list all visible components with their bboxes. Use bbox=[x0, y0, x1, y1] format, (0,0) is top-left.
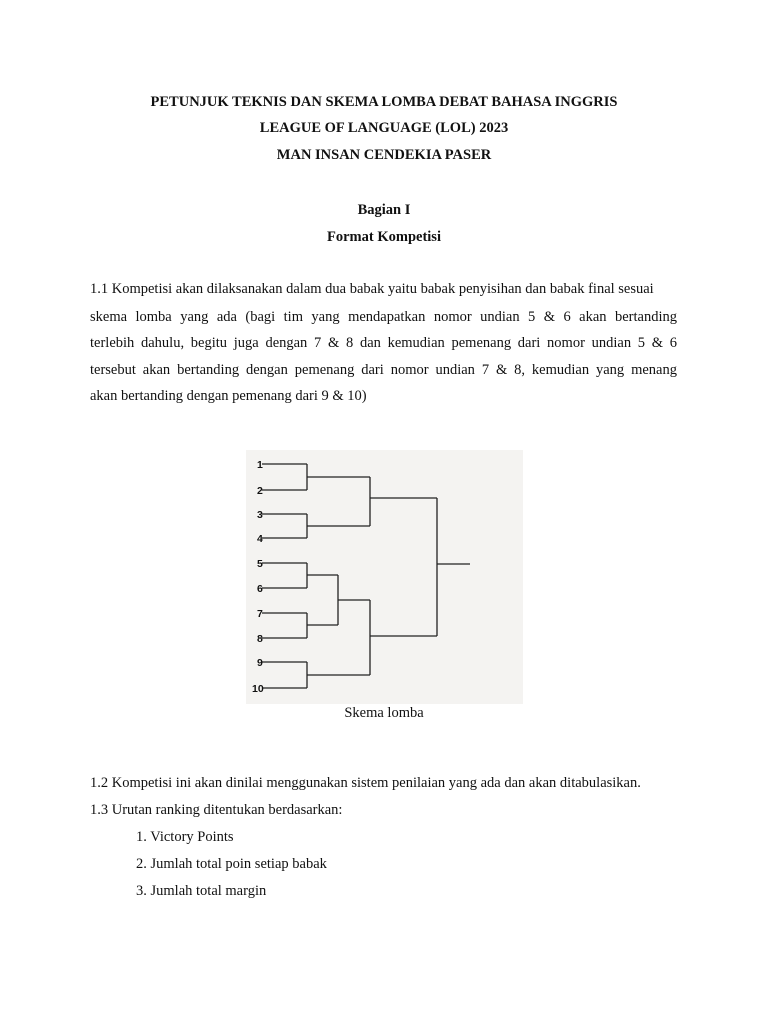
seed-label: 7 bbox=[257, 608, 263, 620]
bracket-svg bbox=[246, 450, 523, 704]
seed-label: 2 bbox=[257, 485, 263, 497]
bracket-lines bbox=[262, 464, 470, 688]
paragraph-line: 1.1 Kompetisi akan dilaksanakan dalam dua babak yaitu babak penyisihan dan babak final sesuai bbox=[90, 281, 654, 297]
seed-label: 1 bbox=[257, 459, 263, 471]
paragraph-line: skema lomba yang ada (bagi tim yang mendapatkan nomor undian 5 & 6 akan bertanding bbox=[90, 309, 677, 325]
seed-label: 9 bbox=[257, 657, 263, 669]
point-1-3: 1.3 Urutan ranking ditentukan berdasarkan: bbox=[90, 802, 343, 818]
seed-label: 5 bbox=[257, 558, 263, 570]
doc-title-line-3: MAN INSAN CENDEKIA PASER bbox=[276, 147, 492, 163]
paragraph-line: terlebih dahulu, begitu juga dengan 7 & 8 dan kemudian pemenang dari nomor undian 5 & 6 bbox=[90, 335, 677, 351]
seed-label: 10 bbox=[252, 683, 264, 695]
seed-label: 6 bbox=[257, 583, 263, 595]
point-1-2: 1.2 Kompetisi ini akan dinilai menggunakan sistem penilaian yang ada dan akan ditabulasikan. bbox=[90, 775, 641, 791]
seed-labels bbox=[252, 459, 264, 695]
paragraph-line: akan bertanding dengan pemenang dari 9 & 10) bbox=[90, 388, 367, 404]
section-title: Format Kompetisi bbox=[327, 229, 441, 245]
seed-label: 8 bbox=[257, 633, 263, 645]
list-item: 3. Jumlah total margin bbox=[136, 883, 267, 899]
tournament-bracket-diagram bbox=[246, 450, 523, 704]
seed-label: 3 bbox=[257, 509, 263, 521]
list-item: 2. Jumlah total poin setiap babak bbox=[136, 856, 327, 872]
doc-title-line-1: PETUNJUK TEKNIS DAN SKEMA LOMBA DEBAT BAHASA INGGRIS bbox=[150, 94, 618, 110]
paragraph-line: tersebut akan bertanding dengan pemenang dari nomor undian 7 & 8, kemudian yang menang bbox=[90, 362, 677, 378]
section-label: Bagian I bbox=[357, 202, 411, 218]
list-item: 1. Victory Points bbox=[136, 829, 234, 845]
doc-title-line-2: LEAGUE OF LANGUAGE (LOL) 2023 bbox=[259, 120, 509, 136]
seed-label: 4 bbox=[257, 533, 263, 545]
bracket-caption: Skema lomba bbox=[344, 705, 424, 721]
